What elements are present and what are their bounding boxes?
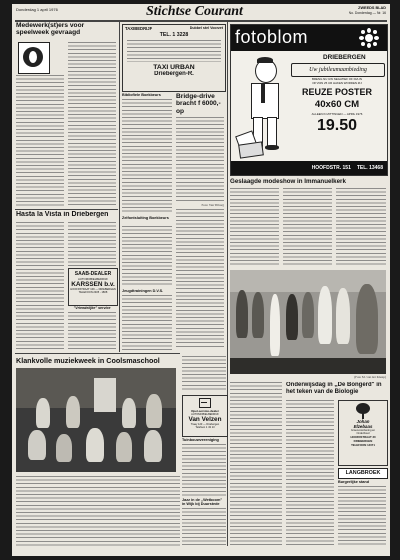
text-jazz [182,508,226,546]
ad-johan-line1: Johan [356,419,370,424]
text-bridge [176,117,224,203]
masthead-edition: ZWEEDS BLAD [358,6,386,10]
ad-saab-name: KARSSEN b.v. [71,281,115,288]
ad-johan-line3: Groenvoorziening en [350,429,376,432]
caption-mode: (Foto M. van der Knaap) [354,375,386,379]
ad-fotoblom-price: 19.50 [316,117,358,134]
text-medewerk-col1 [16,75,64,207]
headline-medewerk: Medewerk(st)ers voor speelweek gevraagd [16,22,85,37]
ad-fotoblom-promo-sub: BRENG NU UW NEGATIEF OF DIA IN [312,77,362,81]
ad-taxi [122,24,226,92]
text-mode-col2 [283,188,332,266]
headline-zelfontsl: Zelfontsluiting Boekbeurs [122,216,169,220]
masthead-date: Donderdag 1 april 1976 [16,7,58,12]
ad-velzen-name: Van Velzen [188,416,222,423]
ad-johan-addr: HOOFDSTRAAT 30 [350,435,376,439]
headline-burg: Burgerlijke stand [338,480,370,484]
ad-fotoblom-headline: REUZE POSTER [301,87,372,97]
ad-fotoblom-tel: TEL. 13468 [356,165,383,171]
photo-concert [16,368,176,472]
text-mid-lower [182,356,226,392]
text-medewerk-col2 [68,42,116,207]
caption-bridge: Foto: Van Tilborg [201,203,224,207]
text-hasta-col2b [68,312,116,350]
ad-velzen-addr: Traay 123 — Driebergen [190,423,220,426]
ad-johan-line4: Onderhoud [356,432,370,435]
text-burg [338,486,386,546]
text-bridge-2 [176,209,224,349]
ad-taxi-place: Driebergen-R. [154,71,194,77]
text-zelfontsl [122,226,172,286]
text-onderwijs [286,400,334,546]
headline-jazz: Jazz in de ,,Wetboom" in Wijk bij Duurstede [182,498,223,507]
headline-biblio: Bibliofiele Boekbeurs [122,93,161,97]
headline-bridge: Bridge-drive bracht f 6000,- op [176,93,221,115]
ad-saab-tel: TELEFOON 2405 - 1808 [78,291,108,294]
ad-taxi-tel: TEL. 1 3228 [159,32,189,38]
ad-johan [338,400,388,466]
ad-fotoblom-addr: HOOFDSTR. 151 [311,165,351,171]
ad-saab-slogan: "Vriendelijke" service [73,306,111,310]
ad-velzen-line2: AUTOMOBIELBEDRIJF [191,413,219,416]
flower-sun-icon [359,28,379,48]
ad-velzen [182,395,228,437]
ad-saab-addr: HOOFDSTRAAT 109 — DRIEBERGEN [70,288,116,291]
headline-hasta: Hasta la Vista in Driebergen [16,211,109,218]
text-hasta-col2 [68,222,116,266]
newspaper-page [12,4,390,556]
ad-fotoblom-size: 40x60 CM [314,99,360,110]
text-klankvolle [16,476,180,546]
tree-icon [356,403,370,419]
ad-saab-line1: SAAB-DEALER [74,271,112,277]
ad-fotoblom-promo: Uw jubileumaanbieding [291,63,385,77]
text-jeugd [122,295,172,350]
opel-bolt-logo-icon [199,398,211,408]
ad-johan-tel: TELEFOON 14071 [351,443,375,447]
ad-fotoblom-city: DRIEBERGEN [323,54,366,61]
ad-fotoblom-promo-sub2: OP ZIJN 25 UR HAKEN WORDEN ZIJ [312,81,362,85]
headline-mode: Geslaagde modeshow in Immanuelkerk [230,178,346,185]
ad-johan-line2: Elzebaas [353,424,373,429]
ad-taxi-top: TAXIBEDRIJF [125,26,153,31]
ad-taxi-name: TAXI URBAN [153,64,195,71]
headline-jeugd: Jeugdtrainingen D.V.S. [122,289,164,293]
text-biblio [122,99,172,213]
ad-velzen-line1: Opel-service-dealer [191,409,219,413]
text-mode-col3 [336,188,386,266]
ad-langbroek: LANGBROEK [338,468,388,479]
saab-logo-box [18,42,50,74]
ad-saab-line2: AUTOMOBIELBEDRIJF [78,277,108,281]
ad-taxi-urgent: Dubbel stel Voorzet [189,26,223,30]
ad-fotoblom-brand: fotoblom [235,27,309,47]
headline-onderwijs: Onderwijsdag in ,,De Bongerd" in het teken van de Biologie [286,382,382,395]
photo-modeshow [230,270,386,374]
text-mode-cont [230,382,282,546]
text-hasta-col1 [16,222,64,350]
masthead-title: Stichtse Courant [146,4,243,19]
ad-fotoblom [230,24,388,176]
headline-klankvolle: Klankvolle muziekweek in Coolsmaschool [16,356,160,365]
ad-velzen-tel: Telefoon 1 43 13 [195,426,215,429]
headline-tuin: Tuinbouwvereniging [182,438,219,442]
masthead-issue: No. Donderdag — Nr. 16 [348,11,386,15]
ad-johan-city: DRIEBERGEN [353,439,373,443]
ad-fotoblom-note: ALLEEN IN ZITTINGEN — APRIL 1976 [311,112,363,116]
text-mode-col1 [230,188,279,266]
text-tuin [182,444,226,496]
ad-saab [68,268,118,306]
